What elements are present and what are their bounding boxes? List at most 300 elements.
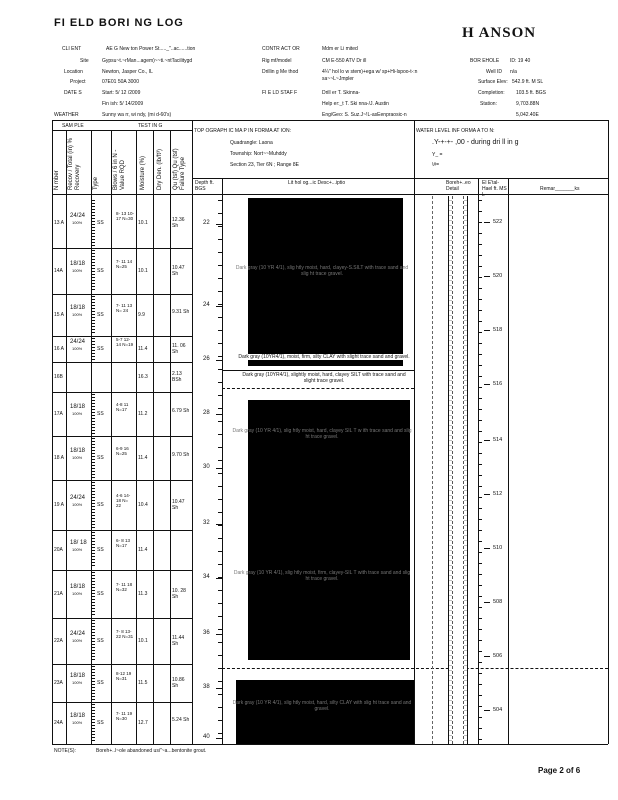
depth-label: 26 xyxy=(203,356,210,362)
surface-elev-value: 542.9 ft. M SL xyxy=(512,79,544,85)
depth-minor-tick xyxy=(218,473,222,474)
elevation-minor-tick xyxy=(478,717,482,718)
elevation-minor-tick xyxy=(478,618,482,619)
sample-recovery-pct: 100% xyxy=(72,312,83,317)
depth-minor-tick xyxy=(218,252,222,253)
sample-interval-marker xyxy=(92,250,95,292)
elevation-minor-tick xyxy=(478,321,482,322)
sample-moisture: 11.3 xyxy=(138,591,148,597)
sample-recovery: 18/18 xyxy=(70,261,86,267)
depth-minor-tick xyxy=(218,603,222,604)
drilling-method-value: 4¼" hol lo w stem)+ega w/ sp+Hi-lspoo-t-:n xyxy=(322,69,418,75)
elevation-minor-tick xyxy=(478,464,482,465)
sample-qu: 10.47 Sh xyxy=(172,499,185,511)
depth-minor-tick xyxy=(218,642,222,643)
depth-minor-tick xyxy=(218,213,222,214)
depth-minor-tick xyxy=(218,304,222,305)
depth-minor-tick xyxy=(218,616,222,617)
depth-minor-tick xyxy=(218,499,222,500)
elevation-minor-tick xyxy=(478,574,482,575)
sample-number: 21A xyxy=(54,591,63,597)
depth-minor-tick xyxy=(218,291,222,292)
sample-qu: 2.13 BSh xyxy=(172,371,182,383)
elevation-tick xyxy=(484,710,490,711)
sample-number: 14A xyxy=(54,268,63,274)
lith-description-4: Dark gray (10 YR 4/1), slig htly moist, hard, clayey SIL T w ith trace sand and slig ht trace gravel. xyxy=(232,428,412,440)
sample-recovery: 18/18 xyxy=(70,713,86,719)
depth-minor-tick xyxy=(218,343,222,344)
sample-moisture: 11.4 xyxy=(138,547,148,553)
sample-recovery-pct: 100% xyxy=(72,346,83,351)
depth-minor-tick xyxy=(218,226,222,227)
col-line xyxy=(414,120,415,744)
sample-number: 20A xyxy=(54,547,63,553)
elevation-minor-tick xyxy=(478,398,482,399)
sample-type: SS xyxy=(97,502,104,508)
notes-label: NOTE(S): xyxy=(54,748,76,754)
rig-value: CM E-550 ATV Dr ill xyxy=(322,58,367,64)
sample-interval-marker xyxy=(92,200,95,246)
layer-boundary xyxy=(222,668,608,669)
elevation-minor-tick xyxy=(478,288,482,289)
sample-type: SS xyxy=(97,547,104,553)
elevation-label: 514 xyxy=(493,437,503,443)
sample-recovery: 18/18 xyxy=(70,673,86,679)
depth-tick xyxy=(216,468,222,469)
depth-minor-tick xyxy=(218,330,222,331)
field-staff-label: FI E LD STAF F xyxy=(262,90,298,96)
elevation-label: 510 xyxy=(493,545,503,551)
sample-recovery: 18/18 xyxy=(70,448,86,454)
elevation-minor-tick xyxy=(478,541,482,542)
sample-type: SS xyxy=(97,720,104,726)
sample-moisture: 11.2 xyxy=(138,411,148,417)
elevation-minor-tick xyxy=(478,728,482,729)
depth-minor-tick xyxy=(218,200,222,201)
sample-interval-marker xyxy=(92,666,95,700)
col-line xyxy=(170,130,171,744)
col-line xyxy=(136,130,137,744)
sample-type: SS xyxy=(97,591,104,597)
sample-row-divider xyxy=(52,702,192,703)
depth-minor-tick xyxy=(218,369,222,370)
depth-minor-tick xyxy=(218,694,222,695)
sample-blows: 6- 8 13 N=17 xyxy=(116,538,131,548)
sample-moisture: 10.1 xyxy=(138,220,148,226)
number-header: N mber xyxy=(54,170,60,190)
elevation-minor-tick xyxy=(478,299,482,300)
sample-recovery: 18/18 xyxy=(70,404,86,410)
elevation-label: 512 xyxy=(493,491,503,497)
depth-minor-tick xyxy=(218,421,222,422)
depth-minor-tick xyxy=(218,577,222,578)
sample-blows: 6-9 16 N=25 xyxy=(116,446,129,456)
elevation-label: 520 xyxy=(493,273,503,279)
project-label: Project xyxy=(70,79,86,85)
project-value: 07E01 50A 3000 xyxy=(102,79,139,85)
elevation-label: 522 xyxy=(493,219,503,225)
sample-row-divider xyxy=(52,570,192,571)
depth-minor-tick xyxy=(218,265,222,266)
sample-recovery-pct: 100% xyxy=(72,638,83,643)
helper-value: Help er:_t T. Ski nna-/J. Austin xyxy=(322,101,389,107)
depth-minor-tick xyxy=(218,707,222,708)
elevation-minor-tick xyxy=(478,651,482,652)
elevation-minor-tick xyxy=(478,530,482,531)
sample-moisture: 11.5 xyxy=(138,680,148,686)
depth-minor-tick xyxy=(218,239,222,240)
sample-moisture: 10.1 xyxy=(138,268,148,274)
location-value: Newton, Jasper Co., IL xyxy=(102,69,153,75)
depth-tick xyxy=(216,224,222,225)
sample-number: 18 A xyxy=(54,455,65,461)
elevation-minor-tick xyxy=(478,684,482,685)
elevation-minor-tick xyxy=(478,442,482,443)
eng-geo-value: Eng/Geo: S. Suz.J~!L-asEenpraosic-n xyxy=(322,112,407,118)
sample-row-divider xyxy=(52,392,192,393)
depth-label: 28 xyxy=(203,410,210,416)
sample-recovery-pct: 100% xyxy=(72,547,83,552)
elevation-minor-tick xyxy=(478,200,482,201)
client-value: AE G New ton Power St....._"..ac......tion xyxy=(106,46,196,52)
sample-row-divider xyxy=(52,336,192,337)
elevation-minor-tick xyxy=(478,387,482,388)
drilling-method-value-2: sa~~L~Jmpler xyxy=(322,76,354,82)
depth-minor-tick xyxy=(218,317,222,318)
well-id-label: Well ID xyxy=(486,69,503,75)
station-east: 5,042.40E xyxy=(516,112,539,118)
elevation-tick xyxy=(484,330,490,331)
depth-minor-tick xyxy=(218,447,222,448)
elevation-minor-tick xyxy=(478,563,482,564)
sample-qu: 11.44 Sh xyxy=(172,635,185,647)
sample-blows: 7- 11 18 N=32 xyxy=(116,582,133,592)
depth-minor-tick xyxy=(218,486,222,487)
sample-moisture: 10.1 xyxy=(138,638,148,644)
col-line xyxy=(222,178,223,744)
client-label: CLI ENT xyxy=(62,46,82,52)
sample-qu: 5.24 Sh xyxy=(172,717,190,723)
sample-type: SS xyxy=(97,220,104,226)
page-title: FI ELD BORI NG LOG xyxy=(54,17,184,29)
sample-number: 24A xyxy=(54,720,63,726)
col-line xyxy=(478,178,479,744)
sample-moisture: 9.9 xyxy=(138,312,145,318)
topo-section: Section 23, Tier 6N ; Range 8E xyxy=(230,162,299,168)
depth-minor-tick xyxy=(218,590,222,591)
sample-row-divider xyxy=(52,618,192,619)
lith-description-5: Dark gray (10 YR 4/1), slig htly moist, firm, clayey-SIL T with trace sand and slig ht trace gravel. xyxy=(233,570,411,582)
sample-type: SS xyxy=(97,455,104,461)
depth-minor-tick xyxy=(218,382,222,383)
elevation-minor-tick xyxy=(478,739,482,740)
elevation-minor-tick xyxy=(478,409,482,410)
elevation-minor-tick xyxy=(478,233,482,234)
borehole-guide-line xyxy=(432,196,433,744)
depth-minor-tick xyxy=(218,720,222,721)
qu-header: Qu (tsf) Qu (tsf) Failure Type xyxy=(173,148,186,190)
sample-recovery-pct: 100% xyxy=(72,502,83,507)
elevation-minor-tick xyxy=(478,255,482,256)
sample-recovery: 18/ 18 xyxy=(70,540,87,546)
depth-minor-tick xyxy=(218,655,222,656)
topo-township: Township: Nort~~Muhddy xyxy=(230,151,287,157)
depth-tick xyxy=(216,634,222,635)
depth-label: 32 xyxy=(203,520,210,526)
row-line xyxy=(52,130,192,131)
sample-row-divider xyxy=(52,480,192,481)
remarks-header: Remar_______ks xyxy=(540,186,580,192)
sample-number: 16 A xyxy=(54,346,65,352)
sample-recovery-pct: 100% xyxy=(72,720,83,725)
sample-moisture: 11.4 xyxy=(138,346,148,352)
elevation-minor-tick xyxy=(478,508,482,509)
sample-number: 16B xyxy=(54,374,63,380)
sample-type: SS xyxy=(97,312,104,318)
col-line xyxy=(192,120,193,744)
depth-minor-tick xyxy=(218,278,222,279)
elevation-minor-tick xyxy=(478,585,482,586)
sample-blows: 5-7 12-14 N=19 xyxy=(116,337,134,347)
sample-moisture: 12.7 xyxy=(138,720,148,726)
elevation-label: 518 xyxy=(493,327,503,333)
col-line xyxy=(153,130,154,744)
sample-number: 17A xyxy=(54,411,63,417)
sample-row-divider xyxy=(52,664,192,665)
depth-minor-tick xyxy=(218,525,222,526)
elevation-minor-tick xyxy=(478,332,482,333)
depth-minor-tick xyxy=(218,512,222,513)
site-label: Site xyxy=(80,58,89,64)
sample-blows: 8- 13 10-17 N=30 xyxy=(116,211,135,221)
weather-label: WEATHER xyxy=(54,112,79,118)
lith-description-6: Dark gray (10 YR 4/1), slig htly moist, hard, silty CLAY with slig ht trace sand and gravel. xyxy=(232,700,412,712)
sample-recovery: 24/24 xyxy=(70,495,86,501)
elevation-minor-tick xyxy=(478,453,482,454)
sample-interval-marker xyxy=(92,438,95,478)
elevation-tick xyxy=(484,548,490,549)
borehole-detail-header: Boreh+..eo Detail xyxy=(446,180,471,192)
sample-blows: 7- 11 13 N= 24 xyxy=(116,303,133,313)
elevation-minor-tick xyxy=(478,266,482,267)
elevation-label: 504 xyxy=(493,707,503,713)
depth-minor-tick xyxy=(218,681,222,682)
depth-header: Depth ft. BGS xyxy=(195,180,214,192)
sample-recovery: 24/24 xyxy=(70,339,86,345)
sample-type: SS xyxy=(97,638,104,644)
sample-recovery: 24/24 xyxy=(70,213,86,219)
sample-type: SS xyxy=(97,268,104,274)
header-divider xyxy=(52,120,608,121)
elevation-label: 516 xyxy=(493,381,503,387)
depth-minor-tick xyxy=(218,668,222,669)
table-bottom xyxy=(52,744,608,745)
elevation-minor-tick xyxy=(478,607,482,608)
elevation-tick xyxy=(484,276,490,277)
elevation-minor-tick xyxy=(478,706,482,707)
sample-qu: 12.36 Sh xyxy=(172,217,185,229)
depth-label: 38 xyxy=(203,684,210,690)
start-date: Start: 5/ 12 /2009 xyxy=(102,90,141,96)
elevation-minor-tick xyxy=(478,420,482,421)
borehole-casing xyxy=(452,196,464,744)
sample-interval-marker xyxy=(92,394,95,434)
sample-recovery-pct: 100% xyxy=(72,455,83,460)
surface-elev-label: Surface Elev: xyxy=(478,79,508,85)
borehole-id: ID: 19 40 xyxy=(510,58,531,64)
layer-boundary xyxy=(222,370,414,371)
col-line xyxy=(608,120,609,744)
contractor-label: CONTR ACT OR xyxy=(262,46,300,52)
depth-label: 36 xyxy=(203,630,210,636)
elevation-tick xyxy=(484,222,490,223)
company-logo: H ANSON xyxy=(462,25,537,41)
depth-label: 22 xyxy=(203,220,210,226)
elevation-header: El E'tal-Hael ft. MS L xyxy=(482,180,507,198)
sample-interval-marker xyxy=(92,482,95,528)
depth-minor-tick xyxy=(218,733,222,734)
sample-qu: 10.47 Sh xyxy=(172,265,185,277)
sample-blows: 7- 8 13-22 N=31 xyxy=(116,629,134,639)
sample-blows: 4-6 14-18 N= 22 xyxy=(116,493,131,508)
redaction-block xyxy=(236,680,414,744)
depth-minor-tick xyxy=(218,408,222,409)
elevation-minor-tick xyxy=(478,222,482,223)
elevation-minor-tick xyxy=(478,431,482,432)
well-id-value: n/a xyxy=(510,69,517,75)
sample-qu: 11. 06 Sh xyxy=(172,343,186,355)
sample-interval-marker xyxy=(92,620,95,662)
elevation-label: 506 xyxy=(493,653,503,659)
depth-minor-tick xyxy=(218,629,222,630)
sample-interval-marker xyxy=(92,532,95,568)
lith-description-2: Dark gray (10YR4/1), moist, firm, silty CLAY with slight trace sand and gravel. xyxy=(236,354,412,360)
sample-blows: 7- 11 14 N=25 xyxy=(116,259,133,269)
col-line xyxy=(52,120,53,744)
topo-heading: TOP OGRAPH IC MA P IN FORMA AT ION: xyxy=(194,128,292,134)
sample-moisture: 16.3 xyxy=(138,374,148,380)
rig-label: Rig mf/model xyxy=(262,58,292,64)
depth-minor-tick xyxy=(218,551,222,552)
sample-row-divider xyxy=(52,248,192,249)
sample-number: 19 A xyxy=(54,502,65,508)
elevation-minor-tick xyxy=(478,497,482,498)
site-value: Gypsu~t.~rMan...agem)~~ti.~ntTacilitygd xyxy=(102,58,193,64)
page-number: Page 2 of 6 xyxy=(538,766,581,775)
elevation-tick xyxy=(484,494,490,495)
sample-row-divider xyxy=(52,436,192,437)
weather-value: Sunny wa rr, wi ndy, (mi d-60's) xyxy=(102,112,172,118)
sample-interval-marker xyxy=(92,296,95,334)
recovery-header: Recov / Total (in) % Recovery xyxy=(68,138,81,190)
elevation-tick xyxy=(484,602,490,603)
elevation-minor-tick xyxy=(478,277,482,278)
type-header: Type xyxy=(93,176,99,190)
dry-density-header: Dry Den. (lb/ft³) xyxy=(157,148,163,190)
sample-type: SS xyxy=(97,680,104,686)
sample-recovery-pct: 100% xyxy=(72,411,83,416)
elevation-minor-tick xyxy=(478,354,482,355)
depth-minor-tick xyxy=(218,564,222,565)
col-line xyxy=(66,130,67,744)
sample-moisture: 11.4 xyxy=(138,455,148,461)
depth-tick xyxy=(216,578,222,579)
sample-row-divider xyxy=(52,530,192,531)
moisture-header: Moisture (%) xyxy=(140,155,146,190)
sample-recovery: 24/24 xyxy=(70,631,86,637)
sample-type: SS xyxy=(97,346,104,352)
sample-moisture: 10.4 xyxy=(138,502,148,508)
elevation-tick xyxy=(484,656,490,657)
elevation-tick xyxy=(484,440,490,441)
elevation-minor-tick xyxy=(478,596,482,597)
sample-number: 22A xyxy=(54,638,63,644)
sample-number: 13 A xyxy=(54,220,65,226)
depth-minor-tick xyxy=(218,356,222,357)
sample-recovery-pct: 100% xyxy=(72,591,83,596)
contractor-value: Mdm er Li mited xyxy=(322,46,358,52)
testing-header: TEST IN G xyxy=(138,123,163,129)
depth-tick xyxy=(216,306,222,307)
sample-recovery-pct: 100% xyxy=(72,220,83,225)
sample-recovery: 18/18 xyxy=(70,305,86,311)
water-level-3: \#= xyxy=(432,162,440,168)
finish-date: Fin ish: 5/ 14/2009 xyxy=(102,101,144,107)
depth-tick xyxy=(216,688,222,689)
depth-tick xyxy=(216,360,222,361)
depth-label: 40 xyxy=(203,734,210,740)
elevation-minor-tick xyxy=(478,343,482,344)
col-line xyxy=(508,178,509,744)
depth-label: 30 xyxy=(203,464,210,470)
sample-interval-marker xyxy=(92,338,95,360)
sample-interval-marker xyxy=(92,572,95,616)
sample-recovery: 18/18 xyxy=(70,584,86,590)
station-north: 9,703.88N xyxy=(516,101,540,107)
sample-qu: 9.31 Sh xyxy=(172,309,190,315)
water-heading: WATER LEVEL INF ORMA A TO N: xyxy=(416,128,495,134)
layer-boundary xyxy=(222,388,414,389)
depth-label: 24 xyxy=(203,302,210,308)
sample-blows: 8-12 19 N=31 xyxy=(116,671,132,681)
borehole-label: BOR EHOLE xyxy=(470,58,500,64)
sample-qu: 9.70 Sh xyxy=(172,452,190,458)
location-label: Location xyxy=(64,69,83,75)
elevation-minor-tick xyxy=(478,695,482,696)
elevation-minor-tick xyxy=(478,640,482,641)
depth-minor-tick xyxy=(218,395,222,396)
sample-blows: 7- 11 19 N=30 xyxy=(116,711,133,721)
water-level-drilling: .Y-+-+- ,00 - during dri ll in g xyxy=(432,139,519,146)
elevation-tick xyxy=(484,384,490,385)
elevation-minor-tick xyxy=(478,673,482,674)
sample-header: SAM PLE xyxy=(62,123,84,129)
redaction-block xyxy=(248,198,403,366)
drilling-method-label: Drillin g Me thod xyxy=(262,69,299,75)
lithologic-header: Lit hol og...ic Desc+...iptio xyxy=(288,180,346,186)
depth-minor-tick xyxy=(218,538,222,539)
elevation-minor-tick xyxy=(478,244,482,245)
elevation-minor-tick xyxy=(478,552,482,553)
elevation-minor-tick xyxy=(478,211,482,212)
sample-qu: 6.79 Sh xyxy=(172,408,190,414)
col-line xyxy=(111,130,112,744)
lith-description-3: Dark gray (10YR4/1), slightly moist, hard, clayey SILT with trace sand and slight trace gravel. xyxy=(236,372,412,384)
elevation-minor-tick xyxy=(478,662,482,663)
sample-number: 23A xyxy=(54,680,63,686)
sample-qu: 10. 28 Sh xyxy=(172,588,186,600)
depth-tick xyxy=(216,414,222,415)
